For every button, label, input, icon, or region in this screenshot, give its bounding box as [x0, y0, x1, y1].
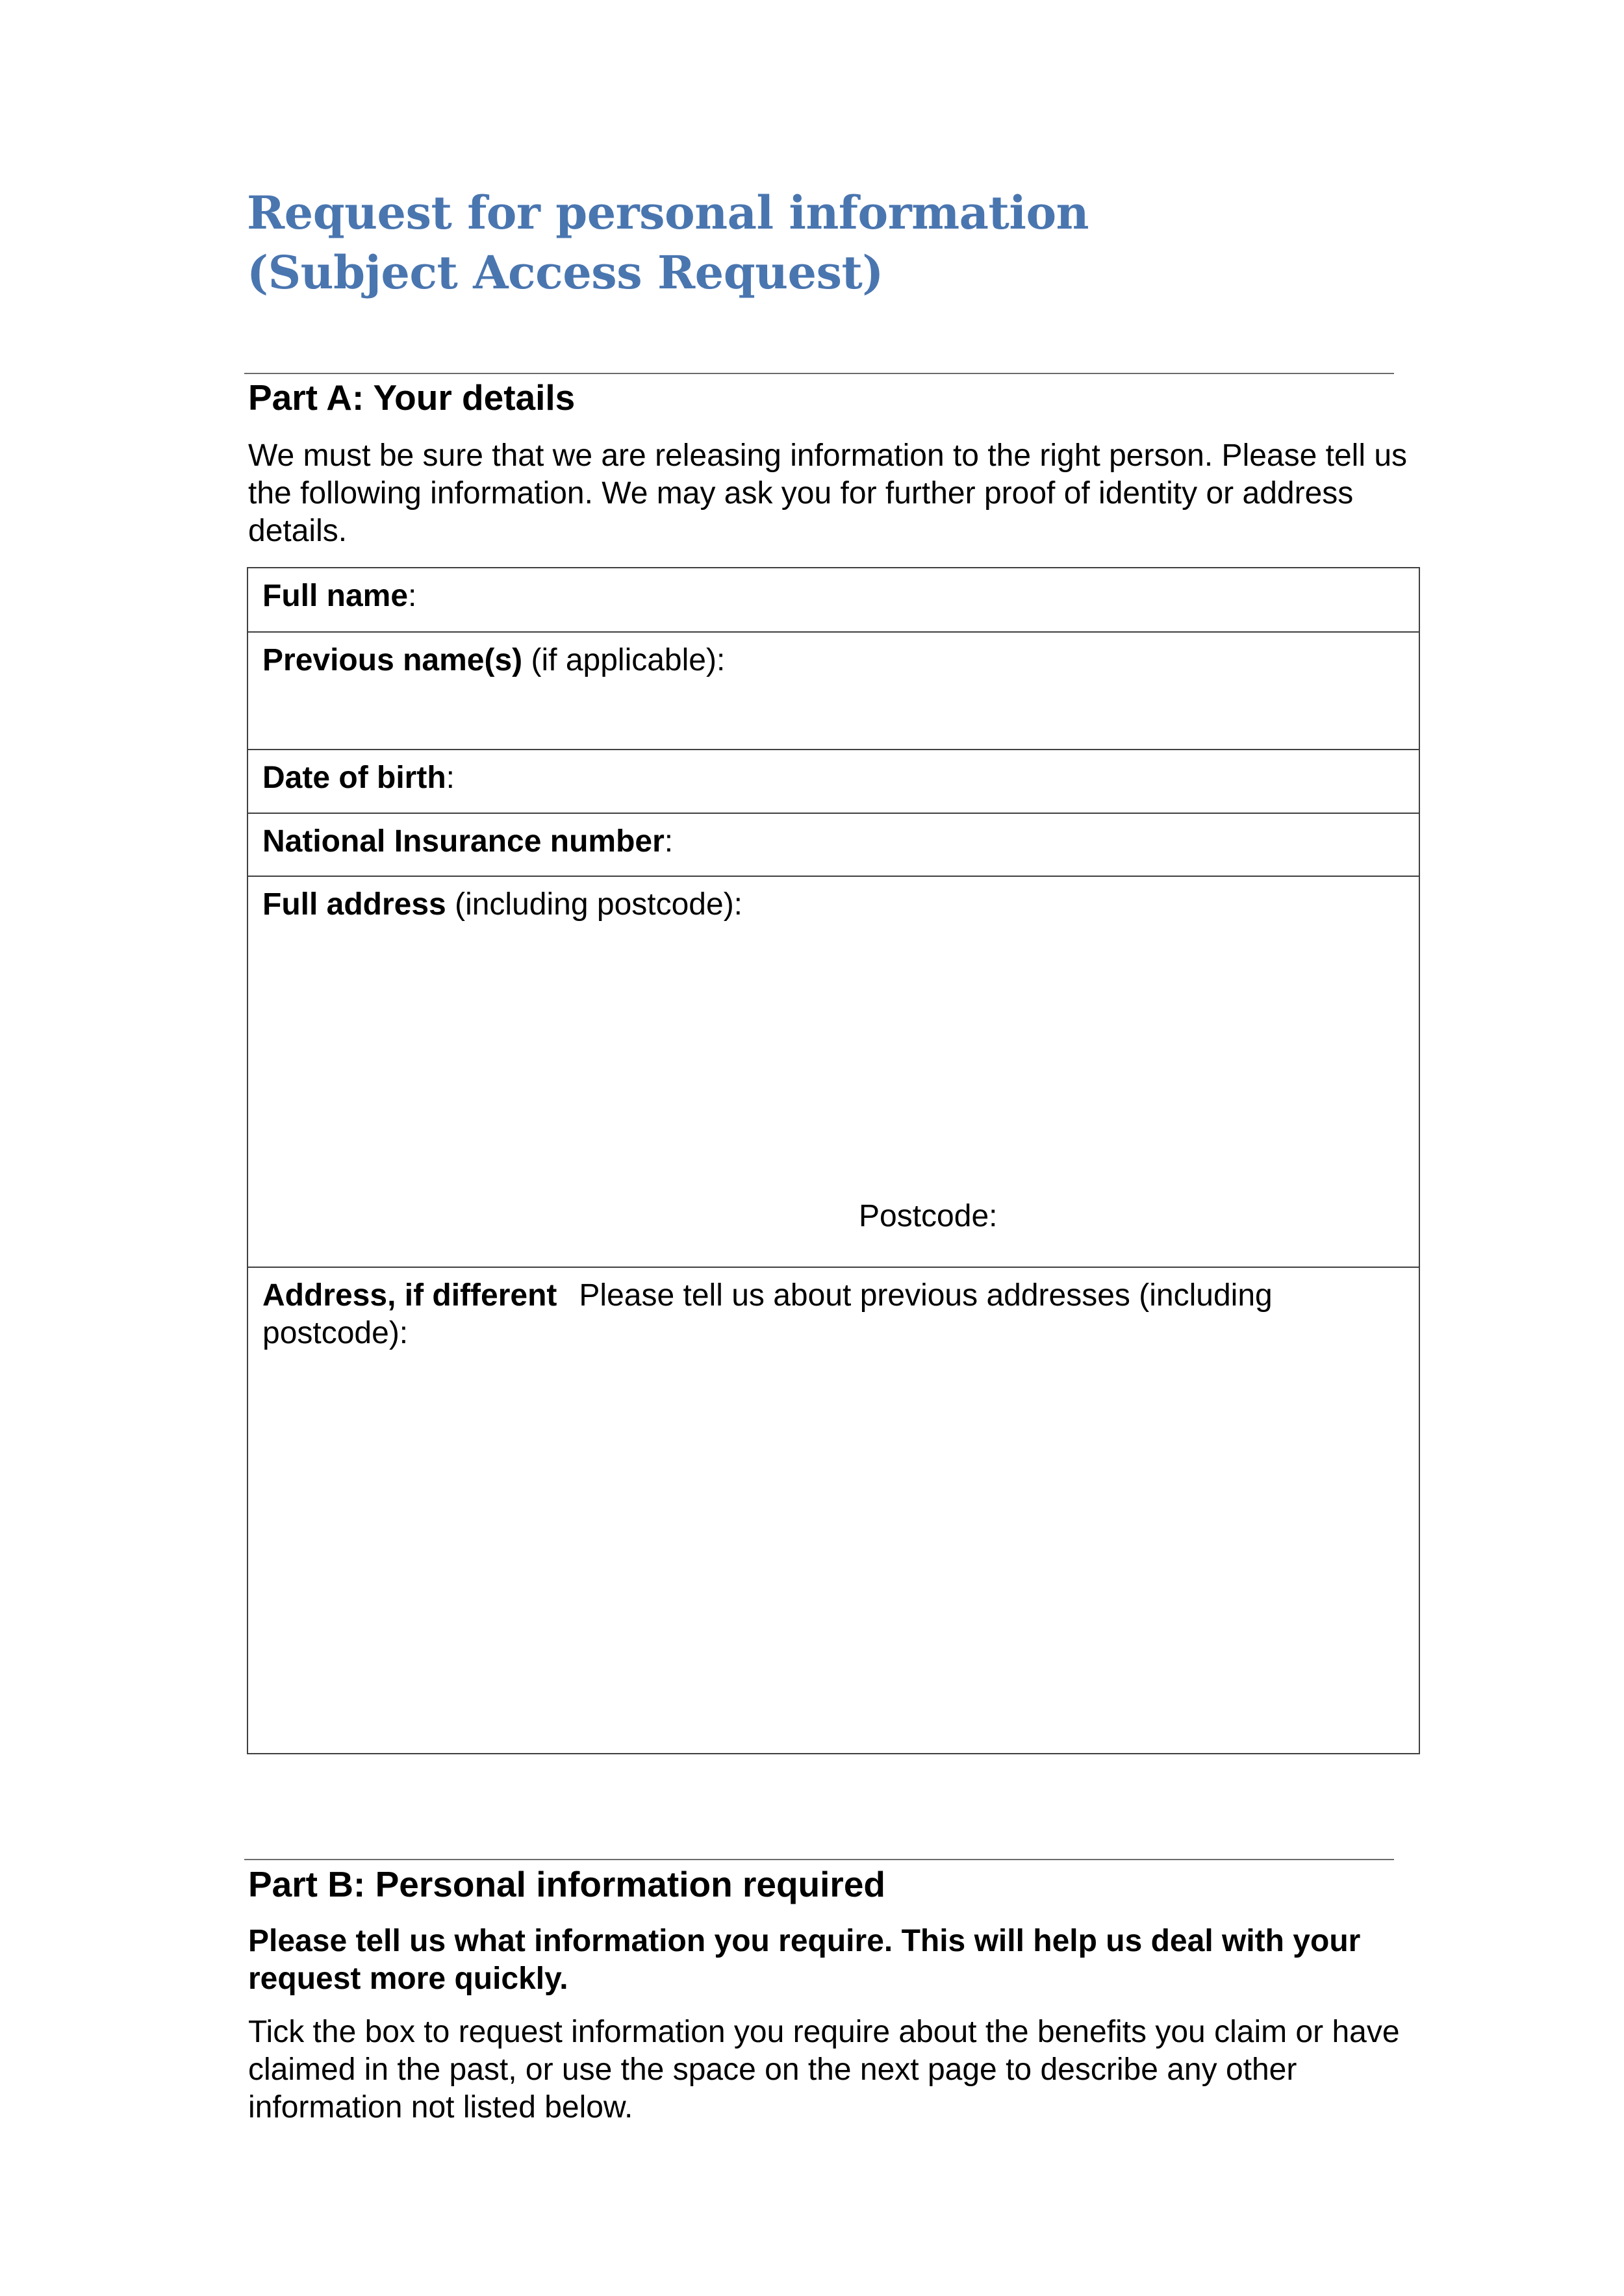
previous-address-text	[262, 1277, 1393, 1352]
date-of-birth-field[interactable]	[248, 750, 1419, 814]
previous-address-label: Address, if different	[262, 1278, 557, 1313]
previous-names-suffix: (if applicable):	[522, 643, 726, 677]
title-line-1: Request for personal information	[247, 186, 1089, 240]
full-name-suffix: :	[408, 579, 417, 613]
national-insurance-suffix: :	[664, 824, 674, 859]
previous-names-label: Previous name(s)	[262, 643, 523, 677]
previous-address-suffix: Please tell us about previous addresses (including postcode):	[262, 1278, 1273, 1350]
date-of-birth-label: Date of birth	[262, 761, 446, 795]
postcode-label: Postcode:	[859, 1199, 998, 1233]
part-a-divider	[244, 373, 1394, 374]
part-a-intro: We must be sure that we are releasing information to the right person. Please tell us the following information. We may ask you for further proof of identity or address details.	[248, 438, 1408, 548]
part-b-intro-bold: Please tell us what information you require. This will help us deal with your request more quickly.	[248, 1924, 1361, 1996]
date-of-birth-suffix: :	[446, 761, 455, 795]
full-address-suffix: (including postcode):	[446, 887, 743, 922]
personal-details-form	[247, 567, 1420, 1754]
part-b-intro: Tick the box to request information you require about the benefits you claim or have claimed in the past, or use the space on the next page to describe any other information not listed below.	[248, 2015, 1400, 2125]
part-b-divider	[244, 1859, 1394, 1860]
previous-names-field[interactable]	[248, 633, 1419, 750]
full-name-label: Full name	[262, 579, 409, 613]
part-a-heading: Part A: Your details	[248, 377, 576, 418]
part-b-heading: Part B: Personal information required	[248, 1864, 886, 1904]
document-title	[247, 183, 1089, 303]
title-line-2: (Subject Access Request)	[247, 246, 883, 299]
full-address-field[interactable]	[248, 877, 1419, 1268]
national-insurance-field[interactable]	[248, 814, 1419, 877]
full-name-field[interactable]	[248, 568, 1419, 633]
previous-address-field[interactable]	[248, 1268, 1419, 1753]
national-insurance-label: National Insurance number	[262, 824, 665, 859]
full-address-label: Full address	[262, 887, 446, 922]
